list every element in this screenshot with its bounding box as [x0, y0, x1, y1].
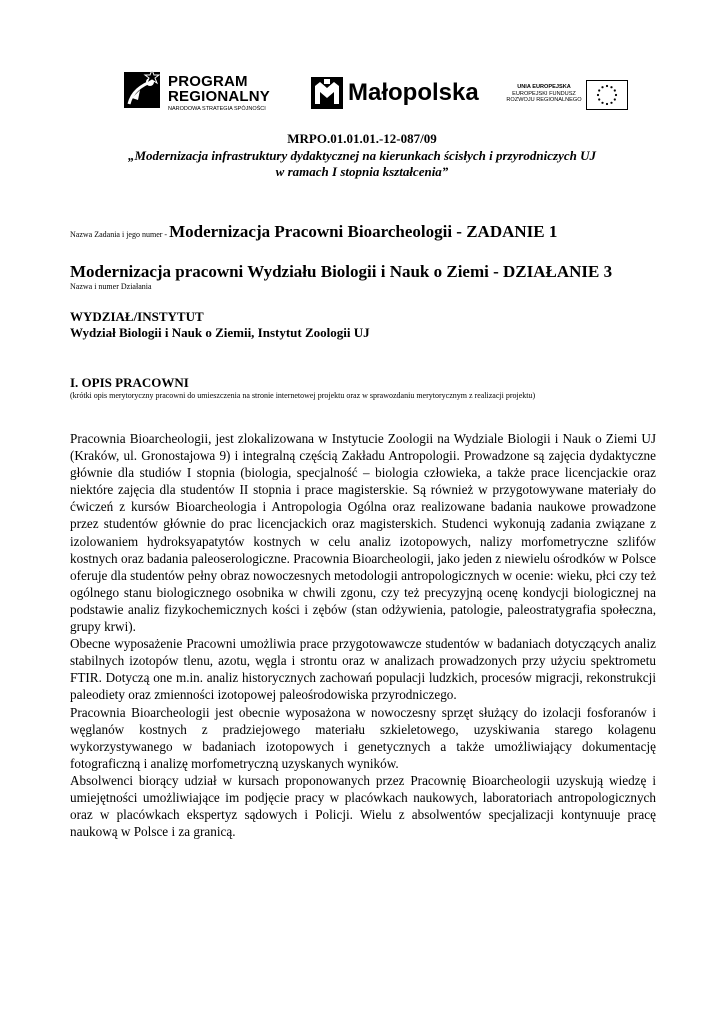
eu-logo-line1: UNIA EUROPEJSKA [517, 84, 571, 90]
program-logo-line3: NARODOWA STRATEGIA SPÓJNOŚCI [168, 106, 266, 112]
wydzial-value: Wydział Biologii i Nauk o Ziemii, Instytut Zoologii UJ [70, 325, 370, 340]
program-logo-line2: REGIONALNY [168, 88, 271, 105]
program-logo-line1: PROGRAM [168, 73, 248, 90]
malopolska-logo [310, 76, 479, 112]
wydzial-heading: WYDZIAŁ/INSTYTUT [70, 309, 204, 324]
zadanie-row [70, 222, 557, 242]
project-subtitle [90, 148, 634, 180]
malopolska-logo-text: Małopolska [348, 79, 479, 106]
opis-paragraph-2: Obecne wyposażenie Pracowni umożliwia prace przygotowawcze studentów w badaniach dotyczących analiz stabilnych izotopów tlenu, azotu, węgla i strontu oraz w analizach prowadzonych przy użyciu spektrometu FTIR. Dotyczą one m.in. analiz historycznych zachowań populacji ludzkich, procesów migracji, rekonstrukcji paleodiety oraz zmienności izotopowej paleośrodowiska przyrodniczego. [70, 636, 656, 703]
program-regionalny-logo [120, 68, 310, 116]
eu-logo [506, 74, 630, 114]
zadanie-label: Nazwa Zadania i jego numer - [70, 230, 170, 239]
logo-bar [0, 62, 724, 118]
opis-note: (krótki opis merytoryczny pracowni do umieszczenia na stronie internetowej projektu oraz w sprawozdaniu merytorycznym z realizacji projektu) [70, 391, 536, 400]
project-subtitle-line2: w ramach I stopnia kształcenia” [275, 164, 449, 179]
opis-body [70, 430, 656, 840]
project-subtitle-line1: „Modernizacja infrastruktury dydaktycznej na kierunkach ścisłych i przyrodniczych UJ [127, 148, 597, 163]
malopolska-crest-icon [310, 76, 344, 110]
dzialanie-title: Modernizacja pracowni Wydziału Biologii i Nauk o Ziemi - DZIAŁANIE 3 [70, 262, 613, 281]
eu-logo-line3: ROZWOJU REGIONALNEGO [506, 97, 582, 104]
zadanie-title: Modernizacja Pracowni Bioarcheologii - ZADANIE 1 [169, 222, 558, 241]
opis-paragraph-1: Pracownia Bioarcheologii, jest zlokalizowana w Instytucie Zoologii na Wydziale Biologii i Nauk o Ziemi UJ (Kraków, ul. Gronostajowa 9) i integralną częścią Zakładu Antropologii. Prowadzone są zajęcia dydaktyczne głównie dla studiów I stopnia (biologia, specjalność – biologia człowieka, a także prace licencjackie oraz niektóre zajęcia dla studentów II stopnia i prace magisterskie. Są również w przygotowywane materiały do ćwiczeń z kursów Bioarcheologia i Antropologia Ogólna oraz realizowane badania naukowe prowadzone przez studentów głównie do prac licencjackich oraz magisterskich. Studenci wykonują zadania związane z izolowaniem hydroksyapatytów kostnych w celu analiz izotopowych, nalizy morfometryczne szlifów kostnych oraz badania paleoserologiczne. Pracownia Bioarcheologii, jako jeden z niewielu ośrodków w Polsce oferuje dla studentów pełny obraz nowoczesnych metodologii antropologicznych w ocenie: wieku, płci czy też ogólnego stanu biologicznego osobnika w chwili zgonu, czy też precyzyjną ocenę kondycji biologicznej na podstawie analiz fizykochemicznych kości i zębów (stan odżywienia, patologie, paleostratygrafia społeczna, grupy krwi). [70, 431, 656, 635]
opis-heading: I. OPIS PRACOWNI [70, 375, 189, 390]
eu-logo-text [506, 84, 582, 104]
opis-paragraph-3: Pracownia Bioarcheologii jest obecnie wyposażona w nowoczesny sprzęt służący do izolacji fosforanów i węglanów kostnych z pradziejowego materiału szkieletowego, uzyskiwania starego kolagenu wykorzystywanego w badaniach izotopowych i genetycznych a także umożliwiający dokumentację fotograficzną i analizę morfometryczną uzyskanych wyników. [70, 704, 656, 771]
program-regionalny-emblem-icon [120, 68, 164, 114]
dzialanie-label: Nazwa i numer Działania [70, 282, 152, 291]
eu-flag-icon [586, 80, 628, 110]
opis-paragraph-4: Absolwenci biorący udział w kursach proponowanych przez Pracownię Bioarcheologii uzyskują wiedzę i umiejętności umożliwiające im podjęcie pracy w placówkach naukowych, laboratoriach antropologicznych oraz w placówkach ekspertyz sądowych i Policji. Wielu z absolwentów specjalizacji kontynuuje pracę naukową w Polsce i za granicą. [70, 772, 656, 840]
project-reference: MRPO.01.01.01.-12-087/09 [287, 131, 437, 146]
eu-logo-line2: EUROPEJSKI FUNDUSZ [512, 90, 576, 97]
